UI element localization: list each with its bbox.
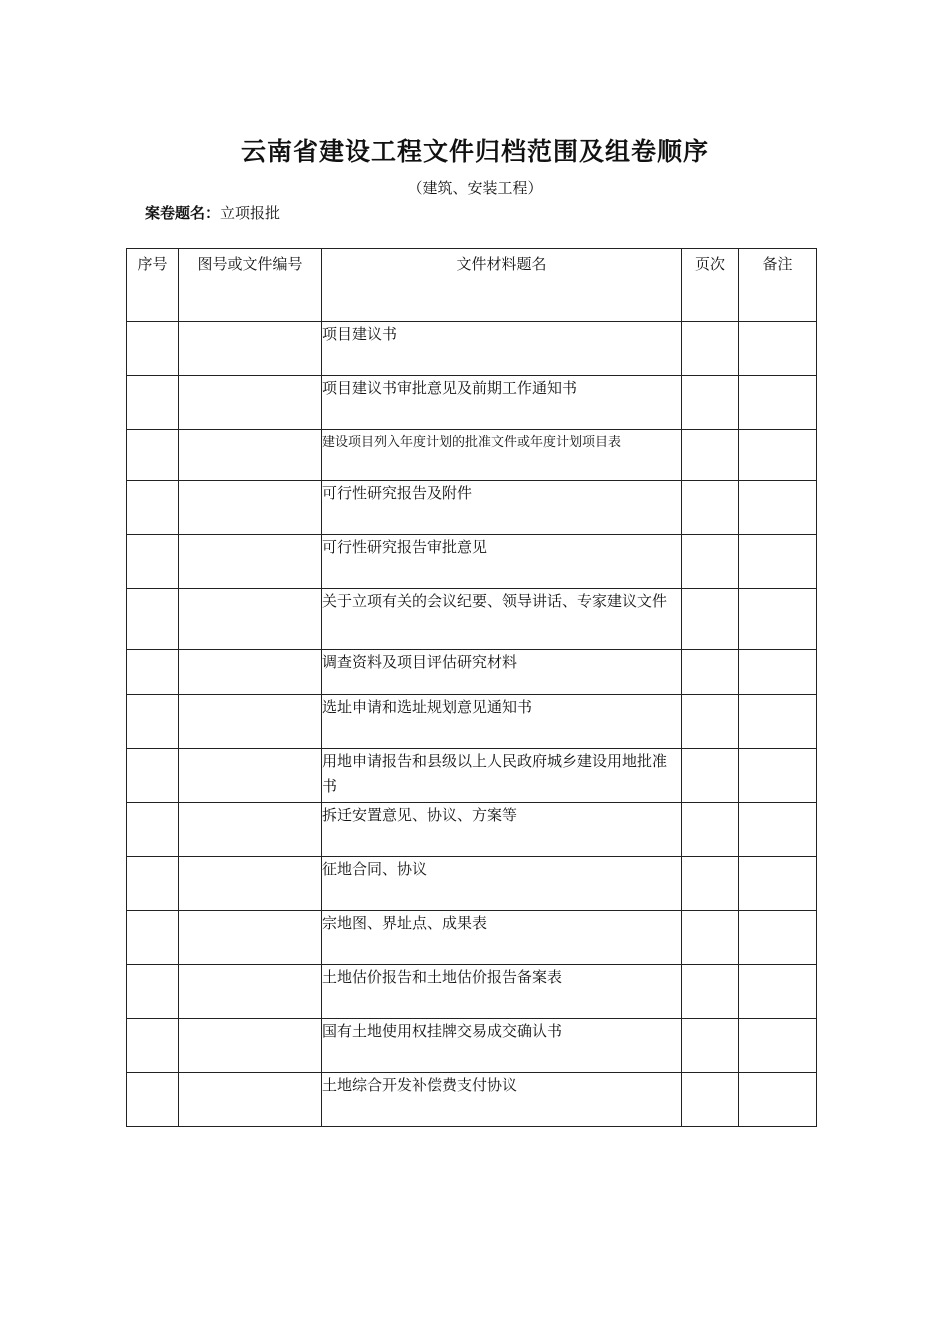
table-row xyxy=(127,803,817,857)
cell-doc-no xyxy=(179,1073,322,1127)
document-subtitle: （建筑、安装工程） xyxy=(407,179,543,197)
cell-notes xyxy=(739,965,817,1019)
table-row xyxy=(127,857,817,911)
table-row xyxy=(127,430,817,481)
table-row xyxy=(127,1019,817,1073)
cell-pages xyxy=(682,376,739,430)
header-notes: 备注 xyxy=(739,249,817,322)
cell-pages xyxy=(682,857,739,911)
cell-notes xyxy=(739,803,817,857)
table-row xyxy=(127,322,817,376)
cell-pages xyxy=(682,481,739,535)
cell-seq xyxy=(127,430,179,481)
header-doc-no: 图号或文件编号 xyxy=(179,249,322,322)
cell-seq xyxy=(127,322,179,376)
table-row xyxy=(127,1073,817,1127)
cell-title: 调查资料及项目评估研究材料 xyxy=(322,650,682,695)
cell-pages xyxy=(682,589,739,650)
cell-notes xyxy=(739,695,817,749)
cell-seq xyxy=(127,589,179,650)
cell-notes xyxy=(739,911,817,965)
header-pages: 页次 xyxy=(682,249,739,322)
cell-notes xyxy=(739,1073,817,1127)
cell-seq xyxy=(127,1073,179,1127)
cell-pages xyxy=(682,1073,739,1127)
cell-notes xyxy=(739,857,817,911)
cell-title: 关于立项有关的会议纪要、领导讲话、专家建议文件 xyxy=(322,589,682,650)
cell-doc-no xyxy=(179,803,322,857)
cell-title: 拆迁安置意见、协议、方案等 xyxy=(322,803,682,857)
header-material: 文件材料题名 xyxy=(322,249,682,322)
cell-doc-no xyxy=(179,430,322,481)
cell-doc-no xyxy=(179,376,322,430)
cell-pages xyxy=(682,430,739,481)
cell-seq xyxy=(127,857,179,911)
case-title-value: 立项报批 xyxy=(220,204,281,222)
cell-notes xyxy=(739,376,817,430)
case-title-label: 案卷题名： xyxy=(145,204,221,222)
cell-notes xyxy=(739,650,817,695)
cell-notes xyxy=(739,430,817,481)
cell-seq xyxy=(127,650,179,695)
cell-doc-no xyxy=(179,650,322,695)
cell-title: 土地估价报告和土地估价报告备案表 xyxy=(322,965,682,1019)
cell-notes xyxy=(739,749,817,803)
cell-title: 土地综合开发补偿费支付协议 xyxy=(322,1073,682,1127)
cell-title: 建设项目列入年度计划的批准文件或年度计划项目表 xyxy=(322,430,682,481)
cell-doc-no xyxy=(179,911,322,965)
cell-seq xyxy=(127,1019,179,1073)
cell-pages xyxy=(682,322,739,376)
cell-notes xyxy=(739,1019,817,1073)
cell-title: 可行性研究报告及附件 xyxy=(322,481,682,535)
table-row xyxy=(127,965,817,1019)
cell-pages xyxy=(682,695,739,749)
cell-doc-no xyxy=(179,857,322,911)
cell-pages xyxy=(682,1019,739,1073)
cell-notes xyxy=(739,535,817,589)
table-header-row xyxy=(127,249,817,322)
cell-doc-no xyxy=(179,1019,322,1073)
cell-doc-no xyxy=(179,481,322,535)
table-row xyxy=(127,650,817,695)
cell-title: 项目建议书 xyxy=(322,322,682,376)
archive-table xyxy=(126,248,817,1127)
cell-seq xyxy=(127,376,179,430)
cell-title: 征地合同、协议 xyxy=(322,857,682,911)
cell-seq xyxy=(127,481,179,535)
document-title: 云南省建设工程文件归档范围及组卷顺序 xyxy=(240,137,709,166)
table-row xyxy=(127,535,817,589)
cell-doc-no xyxy=(179,695,322,749)
table-row xyxy=(127,481,817,535)
table-row xyxy=(127,749,817,803)
cell-pages xyxy=(682,535,739,589)
cell-doc-no xyxy=(179,965,322,1019)
cell-title: 国有土地使用权挂牌交易成交确认书 xyxy=(322,1019,682,1073)
cell-seq xyxy=(127,911,179,965)
cell-title: 可行性研究报告审批意见 xyxy=(322,535,682,589)
cell-doc-no xyxy=(179,322,322,376)
cell-notes xyxy=(739,481,817,535)
cell-doc-no xyxy=(179,589,322,650)
table-row xyxy=(127,376,817,430)
cell-notes xyxy=(739,322,817,376)
cell-seq xyxy=(127,749,179,803)
cell-title: 选址申请和选址规划意见通知书 xyxy=(322,695,682,749)
table-row xyxy=(127,695,817,749)
case-title-line xyxy=(145,202,280,223)
cell-doc-no xyxy=(179,535,322,589)
cell-seq xyxy=(127,965,179,1019)
cell-pages xyxy=(682,965,739,1019)
cell-seq xyxy=(127,695,179,749)
cell-title: 宗地图、界址点、成果表 xyxy=(322,911,682,965)
header-seq: 序号 xyxy=(127,249,179,322)
table-row xyxy=(127,911,817,965)
cell-title: 用地申请报告和县级以上人民政府城乡建设用地批准书 xyxy=(322,749,682,803)
cell-seq xyxy=(127,535,179,589)
table-row xyxy=(127,589,817,650)
cell-pages xyxy=(682,650,739,695)
cell-title: 项目建议书审批意见及前期工作通知书 xyxy=(322,376,682,430)
cell-pages xyxy=(682,911,739,965)
cell-notes xyxy=(739,589,817,650)
cell-seq xyxy=(127,803,179,857)
cell-pages xyxy=(682,749,739,803)
cell-doc-no xyxy=(179,749,322,803)
cell-pages xyxy=(682,803,739,857)
